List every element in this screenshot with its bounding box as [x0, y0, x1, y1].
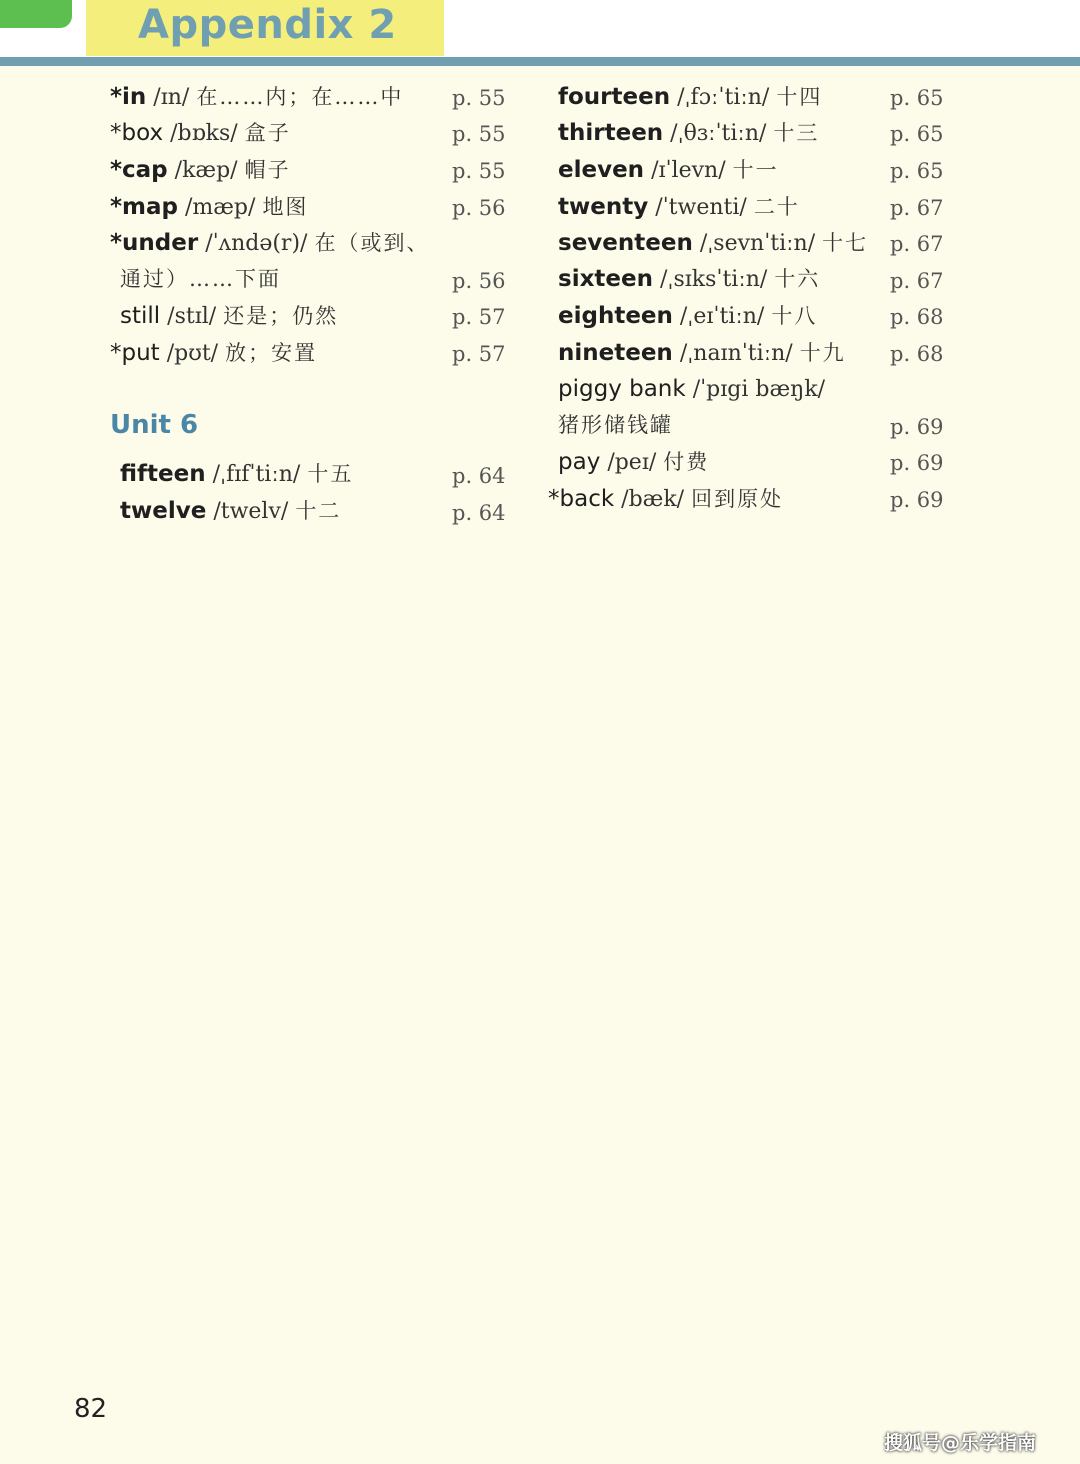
- entry-meaning: 十三: [773, 121, 820, 145]
- vocab-entry: [558, 448, 709, 477]
- entry-phonetic: /ˌsevnˈtiːn/: [699, 231, 816, 256]
- vocab-entry: [558, 265, 820, 294]
- vocab-entry: [558, 193, 800, 222]
- vocab-entry: [558, 302, 817, 331]
- entry-page-ref: p. 57: [452, 305, 506, 329]
- entry-phonetic: /ˈtwenti/: [655, 195, 747, 220]
- entry-meaning: 地图: [262, 195, 309, 219]
- entry-word: pay: [558, 449, 601, 475]
- entry-phonetic: /ˌnaɪnˈtiːn/: [679, 341, 793, 366]
- title-banner: [86, 0, 444, 56]
- entry-meaning: 在（或到、: [314, 231, 430, 255]
- entry-page-ref: p. 55: [452, 159, 506, 183]
- entry-phonetic: /ˈpɪgi bæŋk/: [692, 377, 826, 402]
- entry-meaning: 放；安置: [225, 341, 318, 365]
- vocab-entry: [558, 375, 825, 404]
- entry-page-ref: p. 56: [452, 269, 506, 293]
- entry-phonetic: /ˌeɪˈtiːn/: [679, 304, 765, 329]
- entry-meaning: 十六: [774, 267, 821, 291]
- entry-meaning: 十一: [732, 158, 779, 182]
- page-number: 82: [74, 1394, 108, 1424]
- entry-meaning: 十五: [307, 462, 354, 486]
- entry-phonetic: /peɪ/: [607, 450, 657, 475]
- vocab-entry: [558, 156, 779, 185]
- vocab-entry-continuation: [558, 411, 673, 440]
- entry-word: *in: [110, 84, 147, 110]
- entry-phonetic: /bæk/: [621, 487, 685, 512]
- vocab-entry: [548, 485, 783, 514]
- entry-phonetic: /ˈʌndə(r)/: [205, 231, 308, 256]
- vocab-entry: [120, 460, 353, 489]
- entry-phonetic: /ɪˈlevn/: [651, 158, 726, 183]
- entry-word: eighteen: [558, 303, 673, 329]
- entry-word: *box: [110, 120, 164, 146]
- entry-page-ref: p. 55: [452, 122, 506, 146]
- entry-phonetic: /mæp/: [184, 195, 256, 220]
- entry-word: twenty: [558, 194, 649, 220]
- entry-meaning: 付费: [663, 450, 710, 474]
- entry-word: eleven: [558, 157, 645, 183]
- entry-meaning: 回到原处: [691, 487, 784, 511]
- chapter-tab-decoration: [0, 0, 72, 28]
- vocab-entry: [110, 83, 403, 112]
- entry-phonetic: /ˌfɪfˈtiːn/: [212, 462, 301, 487]
- page-title: Appendix 2: [138, 2, 397, 48]
- vocab-entry-continuation: [120, 265, 281, 294]
- entry-phonetic: /ˌθɜːˈtiːn/: [670, 121, 767, 146]
- vocab-entry: [558, 83, 822, 112]
- watermark: 搜狐号@乐学指南: [884, 1432, 1037, 1454]
- entry-page-ref: p. 69: [890, 451, 944, 475]
- entry-word: piggy bank: [558, 376, 686, 402]
- entry-phonetic: /bɒks/: [170, 121, 238, 146]
- entry-meaning: 十四: [776, 85, 823, 109]
- vocab-entry: [110, 339, 317, 368]
- entry-phonetic: /stɪl/: [167, 304, 217, 329]
- entry-meaning: 十七: [822, 231, 869, 255]
- entry-word: *map: [110, 194, 178, 220]
- entry-page-ref: p. 69: [890, 488, 944, 512]
- entry-word: *under: [110, 230, 199, 256]
- entry-phonetic: /twelv/: [213, 499, 289, 524]
- vocab-entry: [110, 229, 429, 258]
- entry-meaning: 猪形储钱罐: [558, 413, 673, 437]
- entry-word: thirteen: [558, 120, 664, 146]
- entry-word: sixteen: [558, 266, 653, 292]
- entry-meaning: 在……内；在……中: [196, 85, 404, 109]
- entry-phonetic: /kæp/: [174, 158, 238, 183]
- entry-page-ref: p. 65: [890, 159, 944, 183]
- unit-heading: Unit 6: [110, 410, 199, 440]
- entry-page-ref: p. 67: [890, 232, 944, 256]
- vocab-entry: [110, 193, 308, 222]
- entry-word: seventeen: [558, 230, 693, 256]
- entry-meaning: 盒子: [244, 121, 291, 145]
- entry-phonetic: /pʊt/: [166, 341, 219, 366]
- entry-word: *back: [548, 486, 615, 512]
- entry-page-ref: p. 68: [890, 305, 944, 329]
- entry-word: *put: [110, 340, 160, 366]
- entry-page-ref: p. 64: [452, 501, 506, 525]
- entry-word: fifteen: [120, 461, 206, 487]
- entry-word: fourteen: [558, 84, 671, 110]
- entry-meaning: 十二: [295, 499, 342, 523]
- vocab-entry: [110, 156, 291, 185]
- entry-word: twelve: [120, 498, 207, 524]
- entry-page-ref: p. 65: [890, 122, 944, 146]
- entry-meaning: 十九: [799, 341, 846, 365]
- entry-page-ref: p. 56: [452, 196, 506, 220]
- entry-meaning: 还是；仍然: [223, 304, 339, 328]
- entry-page-ref: p. 65: [890, 86, 944, 110]
- vocab-entry: [558, 229, 868, 258]
- entry-meaning: 十八: [771, 304, 818, 328]
- entry-word: *cap: [110, 157, 168, 183]
- vocab-entry: [110, 119, 291, 148]
- entry-meaning: 二十: [753, 195, 800, 219]
- entry-page-ref: p. 68: [890, 342, 944, 366]
- entry-page-ref: p. 55: [452, 86, 506, 110]
- vocab-entry: [558, 119, 819, 148]
- vocab-entry: [558, 339, 846, 368]
- vocab-entry: [120, 497, 341, 526]
- entry-page-ref: p. 67: [890, 196, 944, 220]
- entry-word: nineteen: [558, 340, 673, 366]
- entry-page-ref: p. 64: [452, 464, 506, 488]
- entry-phonetic: /ˌfɔːˈtiːn/: [677, 85, 770, 110]
- entry-phonetic: /ˌsɪksˈtiːn/: [659, 267, 768, 292]
- entry-phonetic: /ɪn/: [153, 85, 190, 110]
- entry-page-ref: p. 69: [890, 415, 944, 439]
- vocab-entry: [120, 302, 338, 331]
- header-rule: [0, 57, 1080, 66]
- entry-meaning: 帽子: [244, 158, 291, 182]
- entry-page-ref: p. 67: [890, 269, 944, 293]
- entry-page-ref: p. 57: [452, 342, 506, 366]
- entry-word: still: [120, 303, 161, 329]
- entry-meaning: 通过）……下面: [120, 267, 281, 291]
